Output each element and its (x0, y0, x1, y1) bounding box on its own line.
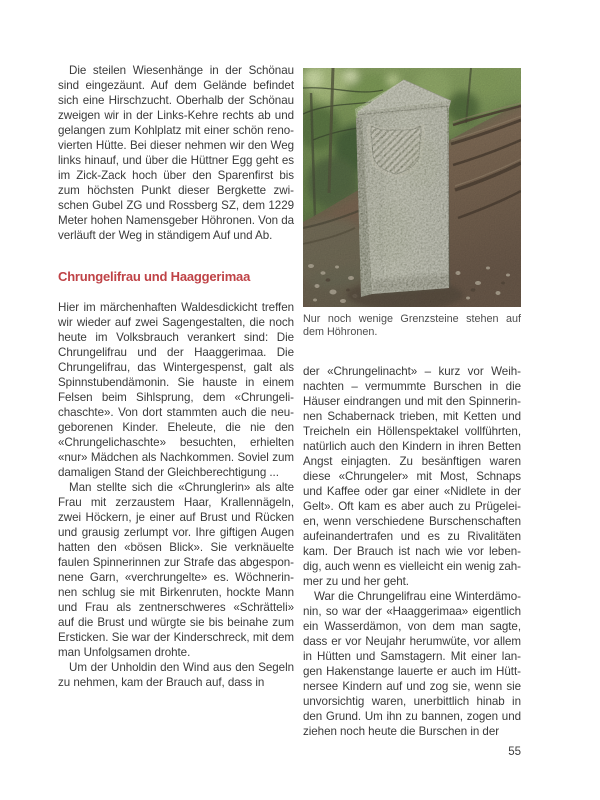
right-text-column (303, 68, 521, 739)
photo-caption: Nur noch wenige Grenzsteine stehen auf dem Höhronen. (303, 313, 521, 338)
body-paragraph: War die Chrungelifrau eine Winterdämonin, so war der «Haaggerimaa» eigentlich ein Wasserdämon, von dem man sagte, dass er vor Neujahr herumwüte, vor allem in Hütten und Samstagern. Mit einer langen Hakenstange lauerte er auch im Hüttnersee Kindern auf und zog sie, wenn sie unvorsichtig waren, unerbittlich hinab in den Grund. Um ihn zu bannen, zogen und ziehen noch heute die Burschen in der (303, 590, 521, 738)
body-paragraph: der «Chrungelinacht» – kurz vor Weihnachten – vermummte Burschen in die Häuser eindrangen und mit den Spinnerinnen Schabernack trieben, mit Ketten und Treicheln ein Höllenspektakel vollführten, natürlich auch den Kindern in ihren Betten Angst einjagten. Zu besänftigen waren diese «Chrungeler» mit Most, Schnaps und Kaffee oder gar einer «Nidlete in der Gelt». Oft kam es aber auch zu Prügeleien, wenn verschiedene Burschenschaften aufeinandertrafen und es zu Rivalitäten kam. Der Brauch ist nach wie vor lebendig, auch wenn es vielleicht ein wenig zahmer zu und her geht. (303, 365, 521, 588)
intro-paragraph: Die steilen Wiesenhänge in der Schönau sind eingezäunt. Auf dem Gelände befindet sich eine Hirschzucht. Oberhalb der Schönau zweigen wir in der Links-Kehre rechts ab und gelangen zum Kohlplatz mit einer schön renovierten Hütte. Bei dieser nehmen wir den Weg links hinauf, und über die Hüttner Egg geht es im Zick-Zack hoch über den Sparenfirst bis zum höchsten Punkt dieser Bergkette zwischen Gubel ZG und Rossberg SZ, dem 1229 Meter hohen Namensgeber Höhronen. Von da verläuft der Weg in ständigem Auf und Ab. (58, 64, 294, 242)
section-heading: Chrungelifrau und Haaggerimaa (58, 269, 251, 284)
boundary-stone-photo (303, 68, 521, 307)
body-paragraph: Man stellte sich die «Chrunglerin» als alte Frau mit zerzaustem Haar, Krallennägeln, zwei Höckern, je einer auf Brust und Rücken und grausig zerlumpt vor. Ihre giftigen Augen hatten den «bösen Blick». Sie verknäuelte faulen Spinnerinnen zur Strafe das abgesponnene Garn, «verchrungelte» es. Wöchnerinnen schlug sie mit Birkenruten, hockte Mann und Frau als zentnerschweres «Schrätteli» auf die Brust und würgte sie bis beinahe zum Ersticken. Sie war der Kinderschreck, mit dem man Unfolgsamen drohte. (58, 481, 294, 659)
photo-figure (303, 68, 521, 339)
page-number: 55 (508, 746, 521, 758)
left-text-column (58, 63, 294, 690)
body-paragraph: Um der Unholdin den Wind aus den Segeln zu nehmen, kam der Brauch auf, dass in (58, 661, 294, 689)
body-paragraph: Hier im märchenhaften Waldesdickicht treffen wir wieder auf zwei Sagengestalten, die noch heute im Volksbrauch verankert sind: Die Chrungelifrau und der Haaggerimaa. Die Chrungelifrau, das Wintergespenst, galt als Spinnstubendämonin. Sie hauste in einem Felsen beim Sihlsprung, dem «Chrungelichaschte». Von dort stammten auch die neugeborenen Kinder. Eheleute, die nie den «Chrungelichaschte» besuchten, erhielten «nur» Mädchen als Nachkommen. Soviel zum damaligen Stand der Gleichberechtigung ... (58, 301, 294, 479)
